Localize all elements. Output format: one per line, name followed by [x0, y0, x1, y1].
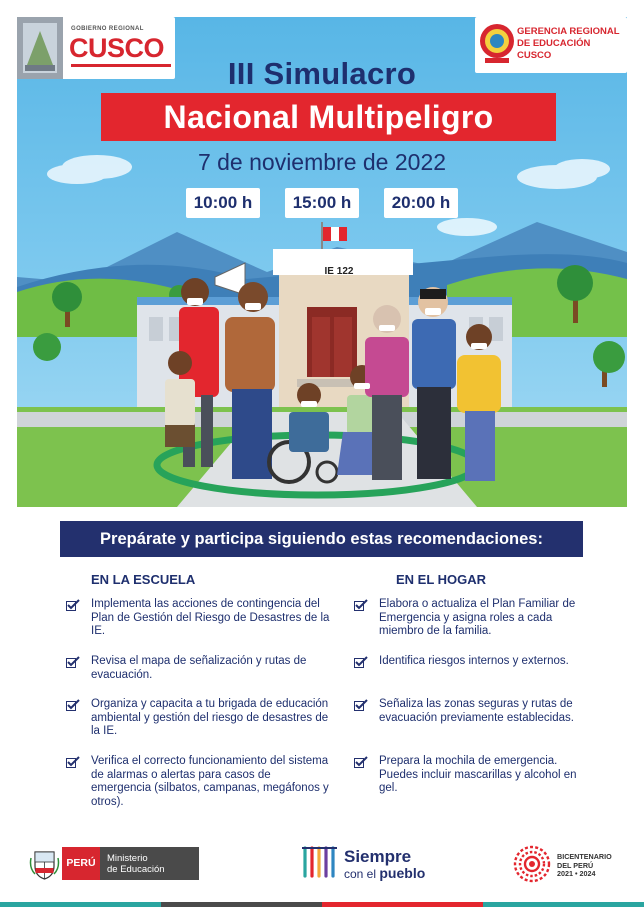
con-el-text: con el: [344, 867, 377, 881]
list-item: [354, 698, 594, 725]
event-title-line2: Nacional Multipeligro: [163, 99, 494, 135]
event-title-line1: III Simulacro: [227, 56, 417, 91]
bicentenario-sun-icon: [512, 844, 552, 884]
bicentenario-line3: 2021 • 2024: [557, 869, 596, 878]
time-badge-3: 20:00 h: [384, 188, 458, 218]
peru-coat-of-arms-icon: [29, 848, 60, 880]
list-item: [66, 598, 332, 639]
checkbox-check-icon: [66, 699, 80, 711]
checkbox-check-icon: [354, 699, 368, 711]
footer-color-bar: [0, 902, 644, 907]
home-item-1: Elabora o actualiza el Plan Familiar de Emergencia y asigna roles a cada miembro de la familia.: [379, 598, 576, 638]
color-bar-segment: [161, 902, 322, 907]
event-title-banner: [101, 93, 556, 141]
color-bar-segment: [483, 902, 644, 907]
time-badge-2: 15:00 h: [285, 188, 359, 218]
home-item-3: Señaliza las zonas seguras y rutas de evacuación previamente establecidas.: [379, 698, 574, 724]
school-item-3: Organiza y capacita a tu brigada de educación ambiental y gestión del riesgo de desastres de la IE.: [91, 698, 329, 738]
school-item-2: Revisa el mapa de señalización y rutas de evacuación.: [91, 655, 307, 681]
peru-brand-badge: PERÚ: [62, 847, 100, 880]
checkbox-check-icon: [66, 599, 80, 611]
cusco-logo-subtitle: GOBIERNO REGIONAL: [71, 26, 144, 32]
color-bar-segment: [0, 902, 161, 907]
color-bar-segment: [322, 902, 483, 907]
school-item-4: Verifica el correcto funcionamiento del sistema de alarmas o alertas para casos de emergencia (silbatos, campanas, megáfonos y otros).: [91, 755, 329, 808]
home-item-4: Prepara la mochila de emergencia. Puedes incluir mascarillas y alcohol en gel.: [379, 755, 577, 795]
school-item-1: Implementa las acciones de contingencia del Plan de Gestión del Riesgo de Desastres de la IE.: [91, 598, 330, 638]
school-sign: IE 122: [324, 266, 354, 277]
time-badge-1: 10:00 h: [186, 188, 260, 218]
ministry-line1: Ministerio: [107, 853, 148, 864]
cusco-logo-name: CUSCO: [69, 33, 165, 63]
siempre-con-el-pueblo-icon: [301, 844, 341, 880]
recommendations-banner: Prepárate y participa siguiendo estas recomendaciones:: [60, 521, 583, 557]
school-column-title: EN LA ESCUELA: [91, 572, 196, 587]
event-date: 7 de noviembre de 2022: [197, 149, 447, 175]
bicentenario-line2: DEL PERÚ: [557, 860, 594, 870]
bicentenario-text: [557, 853, 612, 879]
checkbox-check-icon: [66, 756, 80, 768]
ministry-line2: de Educación: [107, 864, 165, 875]
list-item: [354, 755, 594, 796]
list-item: [66, 755, 332, 809]
list-item: [354, 598, 594, 639]
bicentenario-line1: BICENTENARIO: [557, 852, 612, 861]
siempre-text: Siempre: [344, 847, 412, 866]
con-el-pueblo-text: [344, 866, 425, 881]
gerencia-logo-text: GERENCIA REGIONAL DE EDUCACIÓN CUSCO: [517, 26, 620, 61]
ministry-badge: [100, 847, 199, 880]
checkbox-check-icon: [66, 656, 80, 668]
checkbox-check-icon: [354, 756, 368, 768]
list-item: [354, 655, 594, 669]
pueblo-text: pueblo: [379, 865, 426, 881]
home-item-2: Identifica riesgos internos y externos.: [379, 655, 569, 667]
list-item: [66, 655, 332, 682]
list-item: [66, 698, 332, 739]
home-column-title: EN EL HOGAR: [396, 572, 487, 587]
checkbox-check-icon: [354, 656, 368, 668]
checkbox-check-icon: [354, 599, 368, 611]
